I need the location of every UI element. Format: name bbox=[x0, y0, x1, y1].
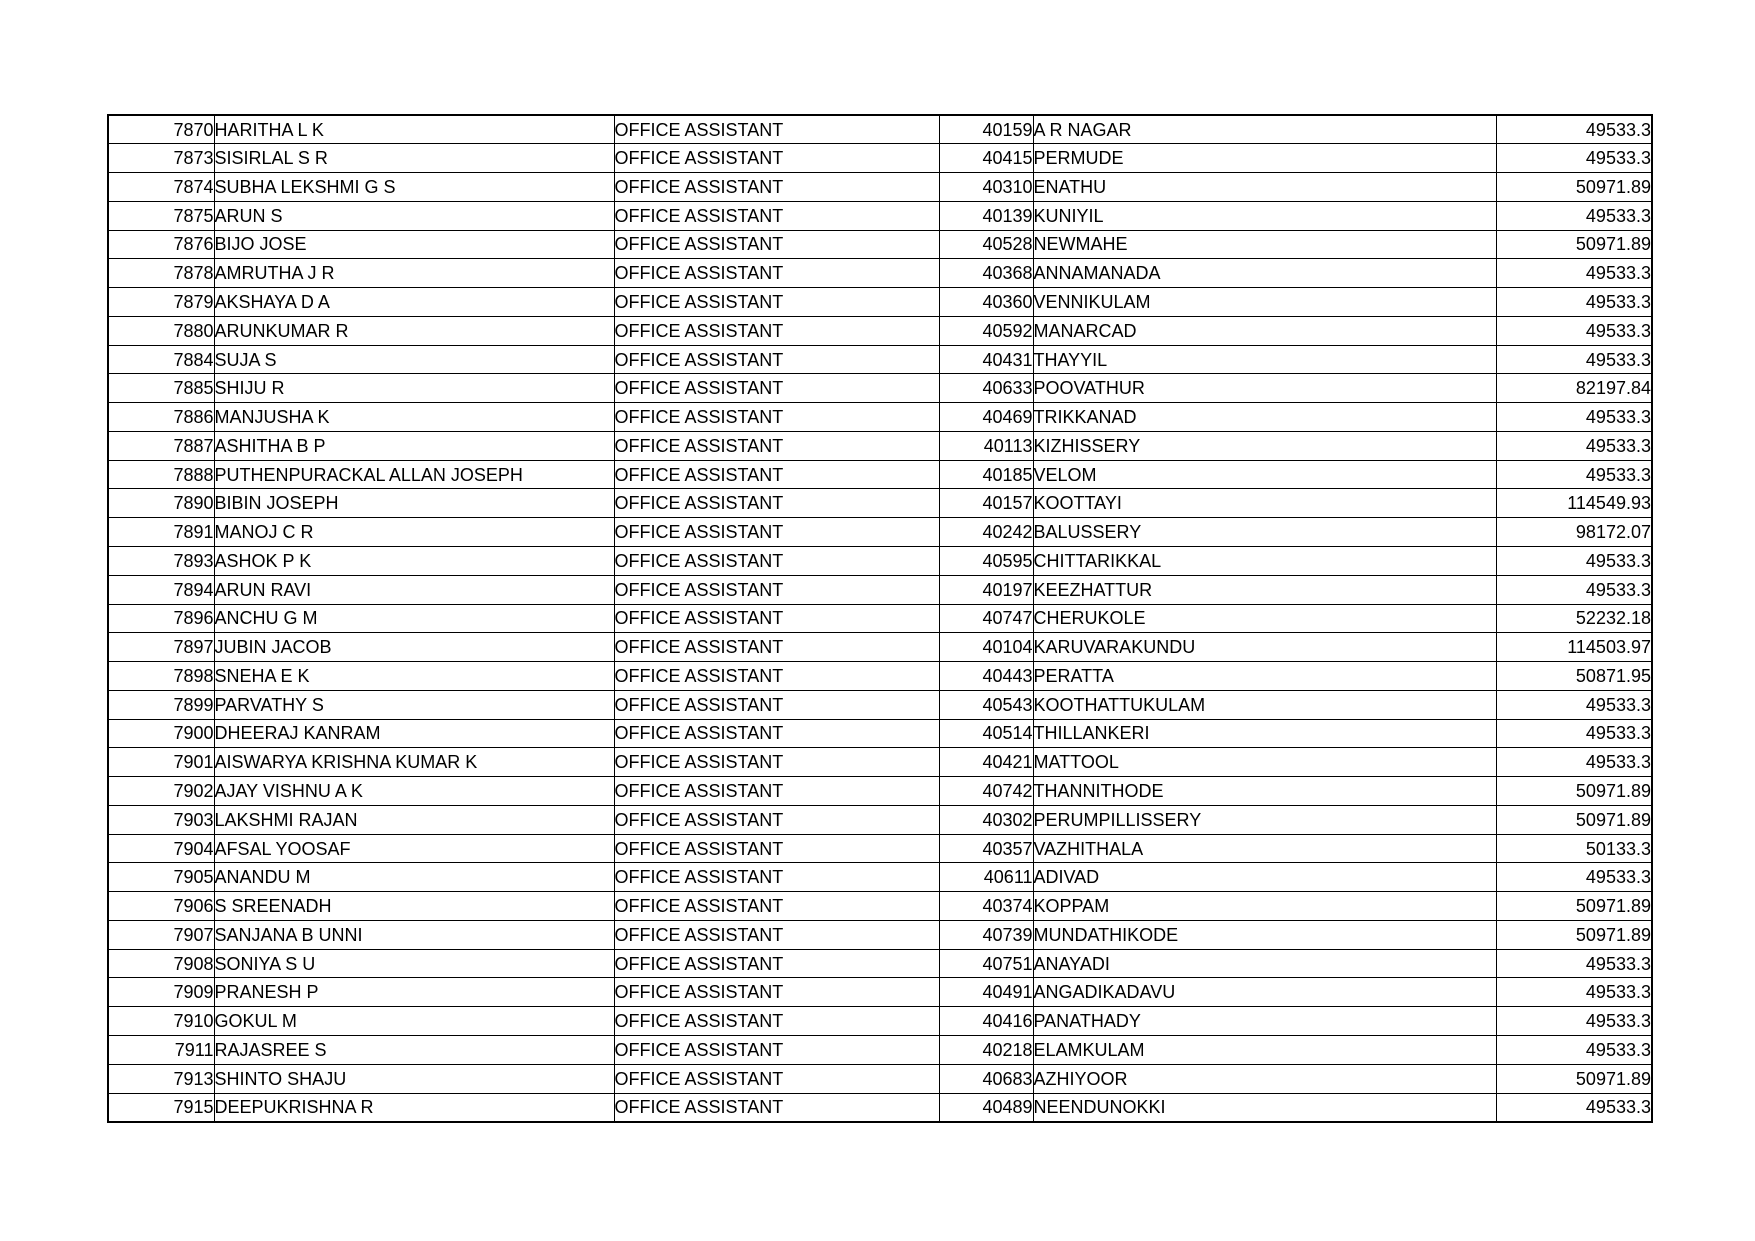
name-cell: SONIYA S U bbox=[214, 949, 614, 978]
post-cell: OFFICE ASSISTANT bbox=[614, 719, 939, 748]
place-cell: NEWMAHE bbox=[1033, 230, 1496, 259]
table-row bbox=[108, 1007, 1652, 1036]
amount-cell: 49533.3 bbox=[1496, 259, 1652, 288]
table-row bbox=[108, 719, 1652, 748]
amount-cell: 49533.3 bbox=[1496, 1093, 1652, 1122]
table-row bbox=[108, 288, 1652, 317]
id-cell: 7880 bbox=[108, 316, 214, 345]
amount-cell: 49533.3 bbox=[1496, 431, 1652, 460]
post-cell: OFFICE ASSISTANT bbox=[614, 690, 939, 719]
place-cell: PANATHADY bbox=[1033, 1007, 1496, 1036]
name-cell: AJAY VISHNU A K bbox=[214, 777, 614, 806]
amount-cell: 49533.3 bbox=[1496, 345, 1652, 374]
amount-cell: 49533.3 bbox=[1496, 748, 1652, 777]
name-cell: PUTHENPURACKAL ALLAN JOSEPH bbox=[214, 460, 614, 489]
name-cell: ANANDU M bbox=[214, 863, 614, 892]
id-cell: 7873 bbox=[108, 144, 214, 173]
id-cell: 7893 bbox=[108, 546, 214, 575]
place-cell: ANGADIKADAVU bbox=[1033, 978, 1496, 1007]
place-cell: MANARCAD bbox=[1033, 316, 1496, 345]
post-cell: OFFICE ASSISTANT bbox=[614, 978, 939, 1007]
name-cell: BIJO JOSE bbox=[214, 230, 614, 259]
amount-cell: 50971.89 bbox=[1496, 805, 1652, 834]
place-cell: BALUSSERY bbox=[1033, 518, 1496, 547]
id-cell: 7870 bbox=[108, 115, 214, 144]
name-cell: JUBIN JACOB bbox=[214, 633, 614, 662]
amount-cell: 49533.3 bbox=[1496, 1007, 1652, 1036]
place-cell: KEEZHATTUR bbox=[1033, 575, 1496, 604]
name-cell: ARUNKUMAR R bbox=[214, 316, 614, 345]
post-cell: OFFICE ASSISTANT bbox=[614, 230, 939, 259]
name-cell: ANCHU G M bbox=[214, 604, 614, 633]
code-cell: 40528 bbox=[939, 230, 1033, 259]
table-row bbox=[108, 345, 1652, 374]
table-row bbox=[108, 518, 1652, 547]
code-cell: 40374 bbox=[939, 892, 1033, 921]
name-cell: MANOJ C R bbox=[214, 518, 614, 547]
code-cell: 40242 bbox=[939, 518, 1033, 547]
amount-cell: 49533.3 bbox=[1496, 144, 1652, 173]
code-cell: 40543 bbox=[939, 690, 1033, 719]
post-cell: OFFICE ASSISTANT bbox=[614, 518, 939, 547]
post-cell: OFFICE ASSISTANT bbox=[614, 115, 939, 144]
place-cell: ANNAMANADA bbox=[1033, 259, 1496, 288]
code-cell: 40469 bbox=[939, 403, 1033, 432]
id-cell: 7901 bbox=[108, 748, 214, 777]
amount-cell: 50871.95 bbox=[1496, 662, 1652, 691]
place-cell: CHITTARIKKAL bbox=[1033, 546, 1496, 575]
name-cell: SUJA S bbox=[214, 345, 614, 374]
table-row bbox=[108, 863, 1652, 892]
amount-cell: 49533.3 bbox=[1496, 403, 1652, 432]
post-cell: OFFICE ASSISTANT bbox=[614, 949, 939, 978]
code-cell: 40218 bbox=[939, 1036, 1033, 1065]
table-row bbox=[108, 892, 1652, 921]
post-cell: OFFICE ASSISTANT bbox=[614, 345, 939, 374]
id-cell: 7874 bbox=[108, 173, 214, 202]
amount-cell: 50971.89 bbox=[1496, 230, 1652, 259]
place-cell: TRIKKANAD bbox=[1033, 403, 1496, 432]
code-cell: 40595 bbox=[939, 546, 1033, 575]
table-row bbox=[108, 173, 1652, 202]
table-row bbox=[108, 920, 1652, 949]
table-row bbox=[108, 633, 1652, 662]
name-cell: SISIRLAL S R bbox=[214, 144, 614, 173]
amount-cell: 49533.3 bbox=[1496, 316, 1652, 345]
id-cell: 7904 bbox=[108, 834, 214, 863]
place-cell: KARUVARAKUNDU bbox=[1033, 633, 1496, 662]
data-table bbox=[107, 114, 1653, 1123]
code-cell: 40611 bbox=[939, 863, 1033, 892]
amount-cell: 50971.89 bbox=[1496, 892, 1652, 921]
code-cell: 40302 bbox=[939, 805, 1033, 834]
name-cell: PRANESH P bbox=[214, 978, 614, 1007]
post-cell: OFFICE ASSISTANT bbox=[614, 288, 939, 317]
amount-cell: 50971.89 bbox=[1496, 173, 1652, 202]
place-cell: KUNIYIL bbox=[1033, 201, 1496, 230]
place-cell: PERMUDE bbox=[1033, 144, 1496, 173]
name-cell: AFSAL YOOSAF bbox=[214, 834, 614, 863]
code-cell: 40185 bbox=[939, 460, 1033, 489]
code-cell: 40514 bbox=[939, 719, 1033, 748]
id-cell: 7897 bbox=[108, 633, 214, 662]
place-cell: THAYYIL bbox=[1033, 345, 1496, 374]
id-cell: 7908 bbox=[108, 949, 214, 978]
id-cell: 7907 bbox=[108, 920, 214, 949]
place-cell: KOOTHATTUKULAM bbox=[1033, 690, 1496, 719]
place-cell: VELOM bbox=[1033, 460, 1496, 489]
post-cell: OFFICE ASSISTANT bbox=[614, 892, 939, 921]
code-cell: 40683 bbox=[939, 1064, 1033, 1093]
name-cell: HARITHA L K bbox=[214, 115, 614, 144]
amount-cell: 49533.3 bbox=[1496, 690, 1652, 719]
table-row bbox=[108, 546, 1652, 575]
place-cell: POOVATHUR bbox=[1033, 374, 1496, 403]
code-cell: 40421 bbox=[939, 748, 1033, 777]
id-cell: 7909 bbox=[108, 978, 214, 1007]
id-cell: 7891 bbox=[108, 518, 214, 547]
amount-cell: 50971.89 bbox=[1496, 920, 1652, 949]
place-cell: KOPPAM bbox=[1033, 892, 1496, 921]
code-cell: 40633 bbox=[939, 374, 1033, 403]
post-cell: OFFICE ASSISTANT bbox=[614, 201, 939, 230]
table-row bbox=[108, 431, 1652, 460]
post-cell: OFFICE ASSISTANT bbox=[614, 777, 939, 806]
id-cell: 7903 bbox=[108, 805, 214, 834]
place-cell: KIZHISSERY bbox=[1033, 431, 1496, 460]
code-cell: 40197 bbox=[939, 575, 1033, 604]
name-cell: LAKSHMI RAJAN bbox=[214, 805, 614, 834]
place-cell: MUNDATHIKODE bbox=[1033, 920, 1496, 949]
name-cell: AISWARYA KRISHNA KUMAR K bbox=[214, 748, 614, 777]
code-cell: 40491 bbox=[939, 978, 1033, 1007]
amount-cell: 114549.93 bbox=[1496, 489, 1652, 518]
code-cell: 40113 bbox=[939, 431, 1033, 460]
place-cell: NEENDUNOKKI bbox=[1033, 1093, 1496, 1122]
id-cell: 7905 bbox=[108, 863, 214, 892]
amount-cell: 50133.3 bbox=[1496, 834, 1652, 863]
name-cell: SUBHA LEKSHMI G S bbox=[214, 173, 614, 202]
id-cell: 7887 bbox=[108, 431, 214, 460]
post-cell: OFFICE ASSISTANT bbox=[614, 863, 939, 892]
table-row bbox=[108, 201, 1652, 230]
amount-cell: 98172.07 bbox=[1496, 518, 1652, 547]
post-cell: OFFICE ASSISTANT bbox=[614, 460, 939, 489]
table-row bbox=[108, 403, 1652, 432]
table-row bbox=[108, 978, 1652, 1007]
name-cell: MANJUSHA K bbox=[214, 403, 614, 432]
amount-cell: 52232.18 bbox=[1496, 604, 1652, 633]
name-cell: S SREENADH bbox=[214, 892, 614, 921]
place-cell: ELAMKULAM bbox=[1033, 1036, 1496, 1065]
id-cell: 7894 bbox=[108, 575, 214, 604]
id-cell: 7888 bbox=[108, 460, 214, 489]
place-cell: ADIVAD bbox=[1033, 863, 1496, 892]
code-cell: 40139 bbox=[939, 201, 1033, 230]
table-row bbox=[108, 259, 1652, 288]
place-cell: CHERUKOLE bbox=[1033, 604, 1496, 633]
id-cell: 7885 bbox=[108, 374, 214, 403]
code-cell: 40739 bbox=[939, 920, 1033, 949]
code-cell: 40157 bbox=[939, 489, 1033, 518]
code-cell: 40443 bbox=[939, 662, 1033, 691]
amount-cell: 50971.89 bbox=[1496, 777, 1652, 806]
post-cell: OFFICE ASSISTANT bbox=[614, 489, 939, 518]
post-cell: OFFICE ASSISTANT bbox=[614, 1093, 939, 1122]
id-cell: 7890 bbox=[108, 489, 214, 518]
post-cell: OFFICE ASSISTANT bbox=[614, 316, 939, 345]
post-cell: OFFICE ASSISTANT bbox=[614, 604, 939, 633]
code-cell: 40368 bbox=[939, 259, 1033, 288]
name-cell: SNEHA E K bbox=[214, 662, 614, 691]
table-row bbox=[108, 115, 1652, 144]
id-cell: 7886 bbox=[108, 403, 214, 432]
table-row bbox=[108, 460, 1652, 489]
id-cell: 7913 bbox=[108, 1064, 214, 1093]
post-cell: OFFICE ASSISTANT bbox=[614, 374, 939, 403]
amount-cell: 49533.3 bbox=[1496, 575, 1652, 604]
name-cell: SANJANA B UNNI bbox=[214, 920, 614, 949]
place-cell: THILLANKERI bbox=[1033, 719, 1496, 748]
place-cell: ENATHU bbox=[1033, 173, 1496, 202]
amount-cell: 49533.3 bbox=[1496, 863, 1652, 892]
post-cell: OFFICE ASSISTANT bbox=[614, 1036, 939, 1065]
amount-cell: 49533.3 bbox=[1496, 546, 1652, 575]
place-cell: VAZHITHALA bbox=[1033, 834, 1496, 863]
table-row bbox=[108, 374, 1652, 403]
post-cell: OFFICE ASSISTANT bbox=[614, 805, 939, 834]
place-cell: KOOTTAYI bbox=[1033, 489, 1496, 518]
table-row bbox=[108, 316, 1652, 345]
code-cell: 40159 bbox=[939, 115, 1033, 144]
amount-cell: 49533.3 bbox=[1496, 201, 1652, 230]
table-row bbox=[108, 1093, 1652, 1122]
code-cell: 40751 bbox=[939, 949, 1033, 978]
id-cell: 7902 bbox=[108, 777, 214, 806]
post-cell: OFFICE ASSISTANT bbox=[614, 259, 939, 288]
place-cell: MATTOOL bbox=[1033, 748, 1496, 777]
post-cell: OFFICE ASSISTANT bbox=[614, 662, 939, 691]
id-cell: 7896 bbox=[108, 604, 214, 633]
id-cell: 7898 bbox=[108, 662, 214, 691]
post-cell: OFFICE ASSISTANT bbox=[614, 575, 939, 604]
post-cell: OFFICE ASSISTANT bbox=[614, 1064, 939, 1093]
code-cell: 40357 bbox=[939, 834, 1033, 863]
name-cell: ASHITHA B P bbox=[214, 431, 614, 460]
table-row bbox=[108, 662, 1652, 691]
code-cell: 40592 bbox=[939, 316, 1033, 345]
table-row bbox=[108, 1036, 1652, 1065]
amount-cell: 49533.3 bbox=[1496, 719, 1652, 748]
name-cell: BIBIN JOSEPH bbox=[214, 489, 614, 518]
amount-cell: 49533.3 bbox=[1496, 288, 1652, 317]
code-cell: 40489 bbox=[939, 1093, 1033, 1122]
table-row bbox=[108, 144, 1652, 173]
post-cell: OFFICE ASSISTANT bbox=[614, 633, 939, 662]
table-row bbox=[108, 748, 1652, 777]
code-cell: 40104 bbox=[939, 633, 1033, 662]
amount-cell: 50971.89 bbox=[1496, 1064, 1652, 1093]
place-cell: VENNIKULAM bbox=[1033, 288, 1496, 317]
place-cell: ANAYADI bbox=[1033, 949, 1496, 978]
post-cell: OFFICE ASSISTANT bbox=[614, 748, 939, 777]
table-row bbox=[108, 690, 1652, 719]
amount-cell: 82197.84 bbox=[1496, 374, 1652, 403]
code-cell: 40360 bbox=[939, 288, 1033, 317]
id-cell: 7915 bbox=[108, 1093, 214, 1122]
id-cell: 7900 bbox=[108, 719, 214, 748]
id-cell: 7879 bbox=[108, 288, 214, 317]
name-cell: AMRUTHA J R bbox=[214, 259, 614, 288]
post-cell: OFFICE ASSISTANT bbox=[614, 546, 939, 575]
amount-cell: 49533.3 bbox=[1496, 1036, 1652, 1065]
post-cell: OFFICE ASSISTANT bbox=[614, 431, 939, 460]
name-cell: AKSHAYA D A bbox=[214, 288, 614, 317]
name-cell: GOKUL M bbox=[214, 1007, 614, 1036]
place-cell: AZHIYOOR bbox=[1033, 1064, 1496, 1093]
id-cell: 7910 bbox=[108, 1007, 214, 1036]
id-cell: 7899 bbox=[108, 690, 214, 719]
post-cell: OFFICE ASSISTANT bbox=[614, 834, 939, 863]
code-cell: 40431 bbox=[939, 345, 1033, 374]
place-cell: THANNITHODE bbox=[1033, 777, 1496, 806]
id-cell: 7876 bbox=[108, 230, 214, 259]
name-cell: PARVATHY S bbox=[214, 690, 614, 719]
table-row bbox=[108, 604, 1652, 633]
amount-cell: 49533.3 bbox=[1496, 978, 1652, 1007]
table-row bbox=[108, 489, 1652, 518]
post-cell: OFFICE ASSISTANT bbox=[614, 1007, 939, 1036]
code-cell: 40310 bbox=[939, 173, 1033, 202]
table-row bbox=[108, 575, 1652, 604]
table-row bbox=[108, 230, 1652, 259]
place-cell: PERATTA bbox=[1033, 662, 1496, 691]
place-cell: A R NAGAR bbox=[1033, 115, 1496, 144]
name-cell: SHIJU R bbox=[214, 374, 614, 403]
name-cell: DHEERAJ KANRAM bbox=[214, 719, 614, 748]
table-row bbox=[108, 777, 1652, 806]
post-cell: OFFICE ASSISTANT bbox=[614, 173, 939, 202]
table-row bbox=[108, 1064, 1652, 1093]
amount-cell: 49533.3 bbox=[1496, 115, 1652, 144]
table-row bbox=[108, 805, 1652, 834]
amount-cell: 114503.97 bbox=[1496, 633, 1652, 662]
name-cell: ASHOK P K bbox=[214, 546, 614, 575]
amount-cell: 49533.3 bbox=[1496, 949, 1652, 978]
code-cell: 40742 bbox=[939, 777, 1033, 806]
id-cell: 7906 bbox=[108, 892, 214, 921]
code-cell: 40416 bbox=[939, 1007, 1033, 1036]
post-cell: OFFICE ASSISTANT bbox=[614, 403, 939, 432]
id-cell: 7875 bbox=[108, 201, 214, 230]
post-cell: OFFICE ASSISTANT bbox=[614, 920, 939, 949]
name-cell: ARUN S bbox=[214, 201, 614, 230]
id-cell: 7884 bbox=[108, 345, 214, 374]
table-row bbox=[108, 949, 1652, 978]
code-cell: 40747 bbox=[939, 604, 1033, 633]
name-cell: ARUN RAVI bbox=[214, 575, 614, 604]
table-row bbox=[108, 834, 1652, 863]
name-cell: SHINTO SHAJU bbox=[214, 1064, 614, 1093]
post-cell: OFFICE ASSISTANT bbox=[614, 144, 939, 173]
amount-cell: 49533.3 bbox=[1496, 460, 1652, 489]
place-cell: PERUMPILLISSERY bbox=[1033, 805, 1496, 834]
name-cell: DEEPUKRISHNA R bbox=[214, 1093, 614, 1122]
code-cell: 40415 bbox=[939, 144, 1033, 173]
id-cell: 7878 bbox=[108, 259, 214, 288]
id-cell: 7911 bbox=[108, 1036, 214, 1065]
name-cell: RAJASREE S bbox=[214, 1036, 614, 1065]
